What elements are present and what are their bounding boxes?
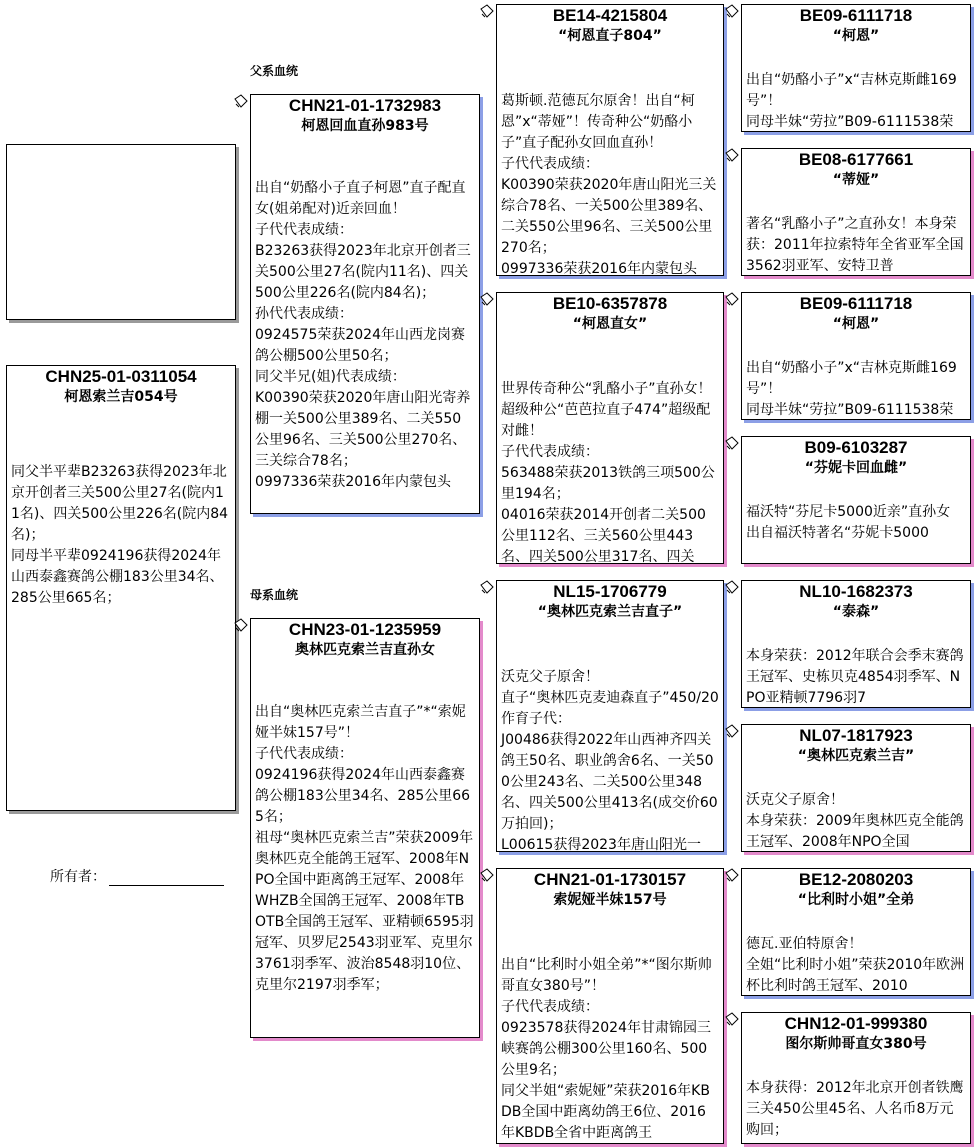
dam-dam-description: 出自“比利时小姐全弟”*“图尔斯帅哥直女380号”！ 子代代表成绩： 0923578获得2024年甘肃锦园三峡赛鸽公棚300公里160名、500公里9名； 同父半姐“索妮娅”荣获2016年KBDB全国中距离幼鸽王6位、2016年KBDB全省中距离鸽王 bbox=[501, 957, 712, 1141]
subject-ring-number: CHN25-01-0311054 bbox=[45, 367, 197, 386]
dam-card[interactable] bbox=[250, 618, 480, 1038]
dam-line-label: 母系血统 bbox=[250, 588, 299, 602]
sss-name: “柯恩” bbox=[832, 28, 880, 44]
dds-description: 德瓦.亚伯特原舍！ 全姐“比利时小姐”荣获2010年欧洲杯比利时鸽王冠军、2010 bbox=[746, 936, 965, 994]
dam-sire-ring-number: NL15-1706779 bbox=[553, 582, 667, 601]
sss-card[interactable] bbox=[741, 4, 971, 132]
edit-icon[interactable] bbox=[725, 292, 739, 306]
sdd-name: “芬妮卡回血雌” bbox=[804, 460, 908, 476]
sss-description: 出自“奶酪小子”x“吉林克斯雌169号”！ 同母半妹“劳拉”B09-6111538荣 bbox=[746, 72, 957, 130]
sire-ring-number: CHN21-01-1732983 bbox=[288, 96, 442, 115]
dds-name: “比利时小姐”全弟 bbox=[797, 892, 915, 908]
dam-sire-description: 沃克父子原舍！ 直子“奥林匹克麦迪森直子”450/20作育子代： J00486获得2022年山西神齐四关鸽王50名、职业鸽舍6名、一关500公里243名、二关500公里348名、四关500公里413名(成交价60万拍回)； L00615获得2023年唐山阳光一 bbox=[501, 669, 719, 852]
edit-icon[interactable] bbox=[725, 4, 739, 18]
sire-sire-name: “柯恩直子804” bbox=[558, 28, 662, 44]
ssd-description: 著名“乳酪小子”之直孙女！本身荣获：2011年拉索特年全省亚军全国3562羽亚军、安特卫普 bbox=[746, 216, 964, 274]
sds-description: 出自“奶酪小子”x“吉林克斯雌169号”！ 同母半妹“劳拉”B09-6111538荣 bbox=[746, 360, 957, 418]
dsd-name: “奥林匹克索兰吉” bbox=[797, 748, 915, 764]
dss-description: 本身荣获：2012年联合会季末赛鸽王冠军、史栋贝克4854羽季军、NPO亚精顿7796羽7 bbox=[746, 648, 964, 706]
edit-icon[interactable] bbox=[725, 148, 739, 162]
subject-card[interactable] bbox=[6, 365, 236, 811]
dsd-card[interactable] bbox=[741, 724, 971, 852]
dss-card[interactable] bbox=[741, 580, 971, 708]
edit-icon[interactable] bbox=[480, 4, 494, 18]
sire-dam-card[interactable] bbox=[496, 292, 724, 564]
edit-icon[interactable] bbox=[480, 868, 494, 882]
edit-icon[interactable] bbox=[234, 618, 248, 632]
ddd-description: 本身获得：2012年北京开创者铁鹰三关450公里45名、人名币8万元购回； bbox=[746, 1080, 964, 1138]
sire-sire-description: 葛斯顿.范德瓦尔原舍！出自“柯恩”x“蒂娅”！传奇种公“奶酪小子”直子配孙女回血直孙！ 子代代表成绩： K00390荣获2020年唐山阳光三关综合78名、一关500公里389名、二关550公里96名、三关500公里270名； 0997336荣获2016年内蒙包头 bbox=[501, 93, 717, 276]
edit-icon[interactable] bbox=[725, 868, 739, 882]
sire-card[interactable] bbox=[250, 94, 480, 514]
edit-icon[interactable] bbox=[725, 436, 739, 450]
sire-line-label: 父系血统 bbox=[250, 64, 299, 78]
dam-description: 出自“奥林匹克索兰吉直子”*“索妮娅半妹157号”！ 子代代表成绩： 0924196获得2024年山西泰鑫赛鸽公棚183公里34名、285公里665名； 祖母“奥林匹克索兰吉”荣获2009年奥林匹克全能鸽王冠军、2008年NPO全国中距离鸽王冠军、2008年WHZB全国鸽王冠军、2008年TBOTB全国鸽王冠军、亚精顿6595羽冠军、贝罗尼2543羽亚军、克里尔3761羽季军、波治8548羽10位、克里尔2197羽季军； bbox=[255, 704, 474, 993]
sire-dam-description: 世界传奇种公“乳酪小子”直孙女！超级种公“芭芭拉直子474”超级配对雌！ 子代代表成绩： 563488荣获2013铁鸽三项500公里194名； 04016荣获2014开创者二关500公里112名、三关560公里443名、四关500公里317名、四关 bbox=[501, 381, 715, 564]
dsd-ring-number: NL07-1817923 bbox=[799, 726, 913, 745]
ddd-card[interactable] bbox=[741, 1012, 971, 1144]
sds-ring-number: BE09-6111718 bbox=[799, 294, 913, 313]
sdd-card[interactable] bbox=[741, 436, 971, 564]
sire-dam-name: “柯恩直女” bbox=[572, 316, 648, 332]
owner-label: 所有者： bbox=[50, 869, 106, 885]
dss-ring-number: NL10-1682373 bbox=[799, 582, 913, 601]
sdd-description: 福沃特“芬尼卡5000近亲”直孙女 出自福沃特著名“芬妮卡5000 bbox=[746, 504, 951, 541]
dsd-description: 沃克父子原舍！ 本身荣获：2009年奥林匹克全能鸽王冠军、2008年NPO全国 bbox=[746, 792, 964, 850]
owner-line bbox=[109, 871, 224, 886]
subject-description: 同父半平辈B23263获得2023年北京开创者三关500公里27名(院内11名)、四关500公里226名(院内84名)； 同母半平辈0924196获得2024年山西泰鑫赛鸽公棚183公里34名、285公里665名； bbox=[11, 464, 229, 606]
dds-ring-number: BE12-2080203 bbox=[798, 870, 914, 889]
sdd-ring-number: B09-6103287 bbox=[804, 438, 908, 457]
ddd-name: 图尔斯帅哥直女380号 bbox=[785, 1036, 927, 1052]
ssd-ring-number: BE08-6177661 bbox=[798, 150, 914, 169]
sire-sire-ring-number: BE14-4215804 bbox=[552, 6, 668, 25]
subject-name: 柯恩索兰吉054号 bbox=[64, 389, 178, 405]
dam-dam-ring-number: CHN21-01-1730157 bbox=[533, 870, 687, 889]
sire-sire-card[interactable] bbox=[496, 4, 724, 276]
sds-card[interactable] bbox=[741, 292, 971, 420]
owner-field[interactable] bbox=[50, 866, 224, 886]
edit-icon[interactable] bbox=[480, 292, 494, 306]
dam-name: 奥林匹克索兰吉直孙女 bbox=[295, 642, 435, 658]
sds-name: “柯恩” bbox=[832, 316, 880, 332]
edit-icon[interactable] bbox=[725, 724, 739, 738]
sss-ring-number: BE09-6111718 bbox=[799, 6, 913, 25]
edit-icon[interactable] bbox=[480, 580, 494, 594]
dam-ring-number: CHN23-01-1235959 bbox=[288, 620, 442, 639]
ssd-name: “蒂娅” bbox=[832, 172, 880, 188]
dam-dam-card[interactable] bbox=[496, 868, 724, 1144]
edit-icon[interactable] bbox=[234, 94, 248, 108]
photo-frame[interactable] bbox=[6, 144, 236, 320]
sire-name: 柯恩回血直孙983号 bbox=[301, 118, 429, 134]
dam-sire-name: “奥林匹克索兰吉直子” bbox=[537, 604, 683, 620]
ssd-card[interactable] bbox=[741, 148, 971, 276]
dam-dam-name: 索妮娅半妹157号 bbox=[553, 892, 667, 908]
dds-card[interactable] bbox=[741, 868, 971, 996]
sire-dam-ring-number: BE10-6357878 bbox=[552, 294, 668, 313]
sire-description: 出自“奶酪小子直子柯恩”直子配直女(姐弟配对)近亲回血！ 子代代表成绩： B23263获得2023年北京开创者三关500公里27名(院内11名)、四关500公里226名(院内84名)； 孙代代表成绩： 0924575荣获2024年山西龙岗赛鸽公棚500公里50名； 同父半兄(姐)代表成绩： K00390荣获2020年唐山阳光寄养棚一关500公里389名、二关550公里96名、三关500公里270名、三关综合78名； 0997336荣获2016年内蒙包头 bbox=[255, 180, 471, 490]
dam-sire-card[interactable] bbox=[496, 580, 724, 852]
edit-icon[interactable] bbox=[725, 580, 739, 594]
edit-icon[interactable] bbox=[725, 1012, 739, 1026]
ddd-ring-number: CHN12-01-999380 bbox=[784, 1014, 928, 1033]
dss-name: “泰森” bbox=[832, 604, 880, 620]
